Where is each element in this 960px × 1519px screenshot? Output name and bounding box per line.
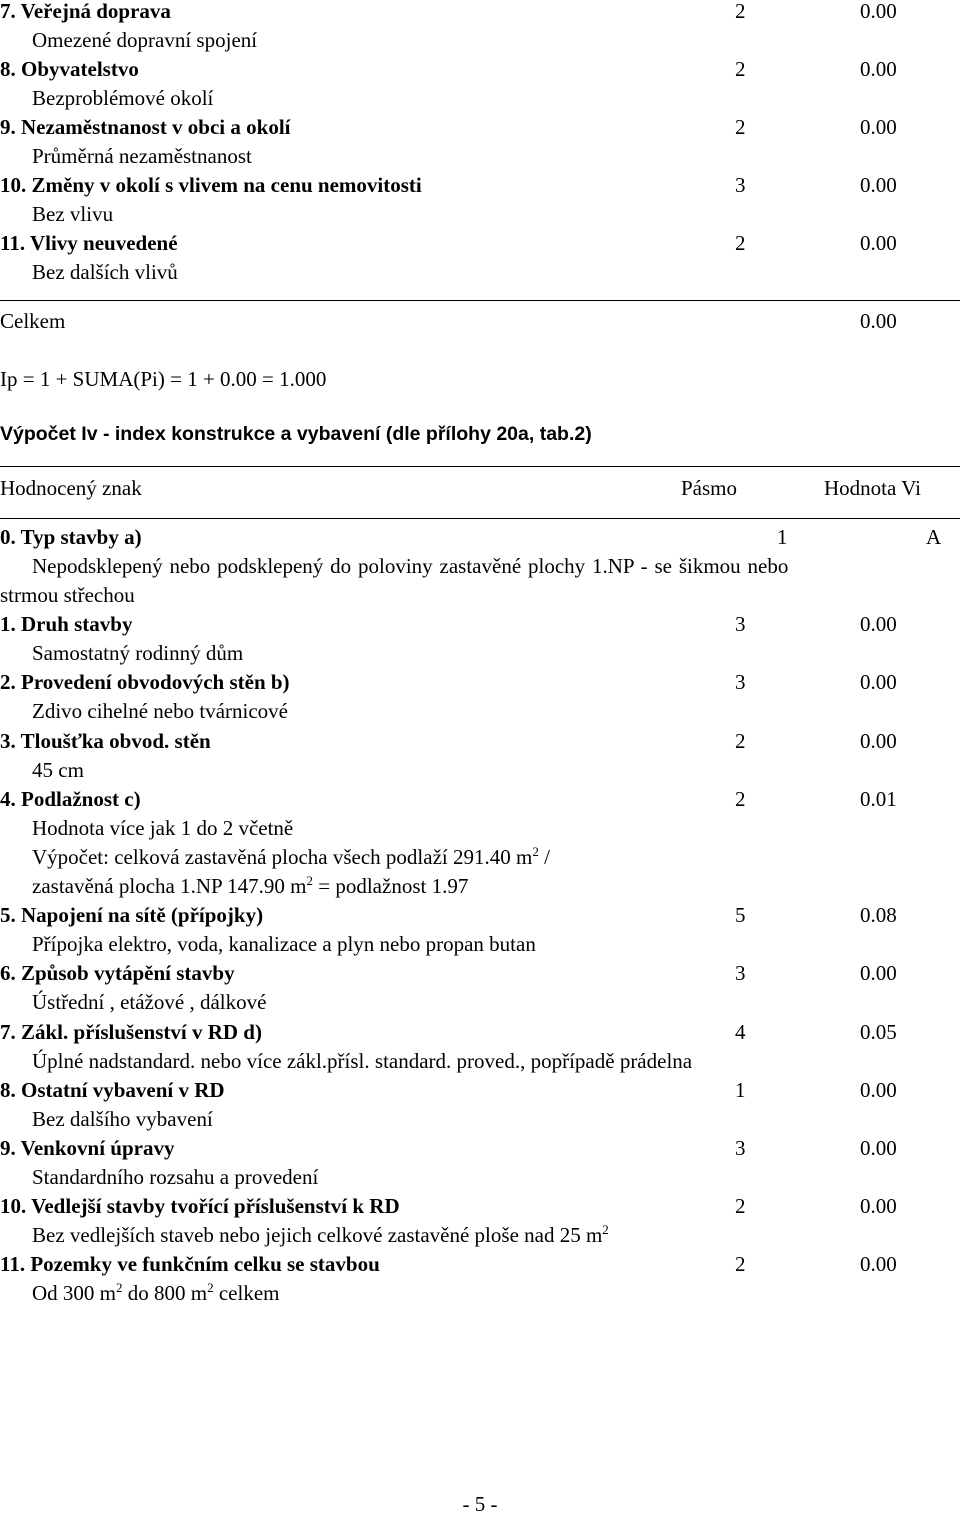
criterion-pasmo: 2 bbox=[735, 0, 746, 23]
item-desc-text: Bez vedlejších staveb nebo jejich celkové zastavěné ploše nad 25 m bbox=[32, 1223, 603, 1247]
criterion-desc-row bbox=[0, 258, 960, 287]
formula-text: Ip = 1 + SUMA(Pi) = 1 + 0.00 = 1.000 bbox=[0, 367, 327, 391]
item-desc: Zdivo cihelné nebo tvárnicové bbox=[32, 699, 288, 723]
criterion-label: 8. Obyvatelstvo bbox=[0, 57, 139, 81]
superscript: 2 bbox=[306, 873, 313, 888]
criterion-desc: Průměrná nezaměstnanost bbox=[32, 144, 252, 168]
item-desc-row bbox=[0, 581, 960, 610]
item-desc-row bbox=[0, 1047, 960, 1076]
item-desc-row bbox=[0, 1105, 960, 1134]
item-calc-text-end: / bbox=[538, 845, 550, 869]
criterion-label: 10. Změny v okolí s vlivem na cenu nemovitosti bbox=[0, 173, 422, 197]
criterion-desc: Bezproblémové okolí bbox=[32, 86, 214, 110]
item-desc: Hodnota více jak 1 do 2 včetně bbox=[32, 816, 294, 840]
item-row bbox=[0, 1076, 960, 1105]
criterion-pasmo: 2 bbox=[735, 231, 746, 255]
item-desc-text-b: do 800 m bbox=[122, 1281, 208, 1305]
item-pasmo: 2 bbox=[735, 1252, 746, 1276]
divider bbox=[0, 300, 960, 301]
item-desc: Standardního rozsahu a provedení bbox=[32, 1165, 319, 1189]
criterion-desc-row bbox=[0, 142, 960, 171]
superscript: 2 bbox=[532, 844, 539, 859]
item-value: 0.00 bbox=[860, 729, 897, 753]
item-desc bbox=[32, 1221, 609, 1250]
criterion-row bbox=[0, 55, 960, 84]
header-hodnoceny-znak: Hodnocený znak bbox=[0, 476, 142, 500]
item-calc-row bbox=[0, 872, 960, 901]
superscript: 2 bbox=[116, 1280, 123, 1295]
item-desc-row bbox=[0, 988, 960, 1017]
criterion-desc: Bez vlivu bbox=[32, 202, 114, 226]
item-pasmo: 5 bbox=[735, 903, 746, 927]
item-row bbox=[0, 668, 960, 697]
item-pasmo: 4 bbox=[735, 1020, 746, 1044]
item-value: 0.08 bbox=[860, 903, 897, 927]
item-desc-row bbox=[0, 697, 960, 726]
item-desc-row bbox=[0, 639, 960, 668]
criterion-row bbox=[0, 113, 960, 142]
criterion-desc: Bez dalších vlivů bbox=[32, 260, 178, 284]
criterion-value: 0.00 bbox=[860, 173, 897, 197]
criterion-desc: Omezené dopravní spojení bbox=[32, 28, 258, 52]
criterion-value: 0.00 bbox=[860, 115, 897, 139]
item-label: 7. Zákl. příslušenství v RD d) bbox=[0, 1020, 262, 1044]
item-calc-text: Výpočet: celková zastavěná plocha všech podlaží 291.40 m bbox=[32, 845, 533, 869]
item-pasmo: 2 bbox=[735, 1194, 746, 1218]
item-value: 0.00 bbox=[860, 1078, 897, 1102]
section-title-row bbox=[0, 420, 960, 449]
item-desc: Přípojka elektro, voda, kanalizace a plyn nebo propan butan bbox=[32, 932, 536, 956]
criterion-row bbox=[0, 229, 960, 258]
item-label: 4. Podlažnost c) bbox=[0, 787, 141, 811]
item-pasmo: 3 bbox=[735, 670, 746, 694]
item-row bbox=[0, 959, 960, 988]
item-value: 0.00 bbox=[860, 1136, 897, 1160]
item-desc: 45 cm bbox=[32, 758, 84, 782]
item-row bbox=[0, 1018, 960, 1047]
item-row bbox=[0, 727, 960, 756]
superscript: 2 bbox=[207, 1280, 214, 1295]
criterion-row bbox=[0, 171, 960, 200]
item-row bbox=[0, 1134, 960, 1163]
formula-row bbox=[0, 365, 960, 394]
item-pasmo: 3 bbox=[735, 961, 746, 985]
divider bbox=[0, 518, 960, 519]
item-value: 0.01 bbox=[860, 787, 897, 811]
header-pasmo: Pásmo bbox=[681, 476, 738, 500]
item-desc-text-a: Od 300 m bbox=[32, 1281, 116, 1305]
item-value: 0.00 bbox=[860, 612, 897, 636]
item-label: 1. Druh stavby bbox=[0, 612, 133, 636]
item-desc: Úplné nadstandard. nebo více zákl.přísl. standard. proved., popřípadě prádelna bbox=[32, 1049, 693, 1073]
criterion-pasmo: 2 bbox=[735, 57, 746, 81]
divider bbox=[0, 466, 960, 467]
criterion-desc-row bbox=[0, 84, 960, 113]
item-label: 0. Typ stavby a) bbox=[0, 525, 142, 549]
criterion-pasmo: 3 bbox=[735, 173, 746, 197]
criterion-value: 0.00 bbox=[860, 0, 897, 23]
page-number: - 5 - bbox=[462, 1492, 498, 1516]
item-row bbox=[0, 523, 960, 552]
criterion-value: 0.00 bbox=[860, 57, 897, 81]
item-label: 9. Venkovní úpravy bbox=[0, 1136, 175, 1160]
item-value: 0.00 bbox=[860, 670, 897, 694]
item-pasmo: 2 bbox=[735, 787, 746, 811]
item-desc: Nepodsklepený nebo podsklepený do poloviny zastavěné plochy 1.NP - se šikmou nebo bbox=[32, 554, 789, 578]
item-calc-text: zastavěná plocha 1.NP 147.90 m bbox=[32, 874, 307, 898]
item-value: 0.00 bbox=[860, 961, 897, 985]
item-calc-text-end: = podlažnost 1.97 bbox=[313, 874, 469, 898]
criterion-label: 11. Vlivy neuvedené bbox=[0, 231, 178, 255]
item-label: 2. Provedení obvodových stěn b) bbox=[0, 670, 290, 694]
item-label: 5. Napojení na sítě (přípojky) bbox=[0, 903, 264, 927]
table-header bbox=[0, 474, 960, 503]
item-desc-text-c: celkem bbox=[213, 1281, 280, 1305]
item-desc-row bbox=[0, 756, 960, 785]
item-value: 0.05 bbox=[860, 1020, 897, 1044]
item-value: A bbox=[926, 525, 942, 549]
criterion-desc-row bbox=[0, 200, 960, 229]
item-pasmo: 2 bbox=[735, 729, 746, 753]
item-value: 0.00 bbox=[860, 1194, 897, 1218]
item-label: 3. Tloušťka obvod. stěn bbox=[0, 729, 211, 753]
criterion-label: 9. Nezaměstnanost v obci a okolí bbox=[0, 115, 291, 139]
item-label: 11. Pozemky ve funkčním celku se stavbou bbox=[0, 1252, 380, 1276]
item-desc-row bbox=[0, 930, 960, 959]
item-label: 8. Ostatní vybavení v RD bbox=[0, 1078, 225, 1102]
item-calc-row bbox=[0, 843, 960, 872]
item-pasmo: 1 bbox=[777, 525, 788, 549]
item-desc: Samostatný rodinný dům bbox=[32, 641, 244, 665]
item-row bbox=[0, 785, 960, 814]
item-desc: Ústřední , etážové , dálkové bbox=[32, 990, 267, 1014]
criterion-desc-row bbox=[0, 26, 960, 55]
item-pasmo: 3 bbox=[735, 612, 746, 636]
item-desc-row bbox=[0, 1279, 960, 1308]
item-value: 0.00 bbox=[860, 1252, 897, 1276]
item-row bbox=[0, 610, 960, 639]
criterion-pasmo: 2 bbox=[735, 115, 746, 139]
total-value: 0.00 bbox=[860, 309, 897, 333]
item-row bbox=[0, 901, 960, 930]
item-calc bbox=[32, 843, 550, 872]
total-row bbox=[0, 307, 960, 336]
total-label: Celkem bbox=[0, 309, 66, 333]
item-calc bbox=[32, 872, 468, 901]
item-desc bbox=[32, 1279, 279, 1308]
item-desc: Bez dalšího vybavení bbox=[32, 1107, 213, 1131]
item-label: 10. Vedlejší stavby tvořící příslušenství k RD bbox=[0, 1194, 400, 1218]
criterion-value: 0.00 bbox=[860, 231, 897, 255]
superscript: 2 bbox=[602, 1222, 609, 1237]
item-desc-row bbox=[0, 1163, 960, 1192]
item-pasmo: 1 bbox=[735, 1078, 746, 1102]
criterion-label: 7. Veřejná doprava bbox=[0, 0, 171, 23]
item-desc: strmou střechou bbox=[0, 583, 135, 607]
section-title: Výpočet Iv - index konstrukce a vybavení (dle přílohy 20a, tab.2) bbox=[0, 423, 592, 445]
item-label: 6. Způsob vytápění stavby bbox=[0, 961, 235, 985]
item-desc-row bbox=[0, 1221, 960, 1250]
item-desc-row bbox=[0, 552, 960, 581]
item-desc-row bbox=[0, 814, 960, 843]
item-pasmo: 3 bbox=[735, 1136, 746, 1160]
item-row bbox=[0, 1192, 960, 1221]
header-hodnota-vi: Hodnota Vi bbox=[824, 476, 921, 500]
criterion-row bbox=[0, 0, 960, 26]
item-row bbox=[0, 1250, 960, 1279]
